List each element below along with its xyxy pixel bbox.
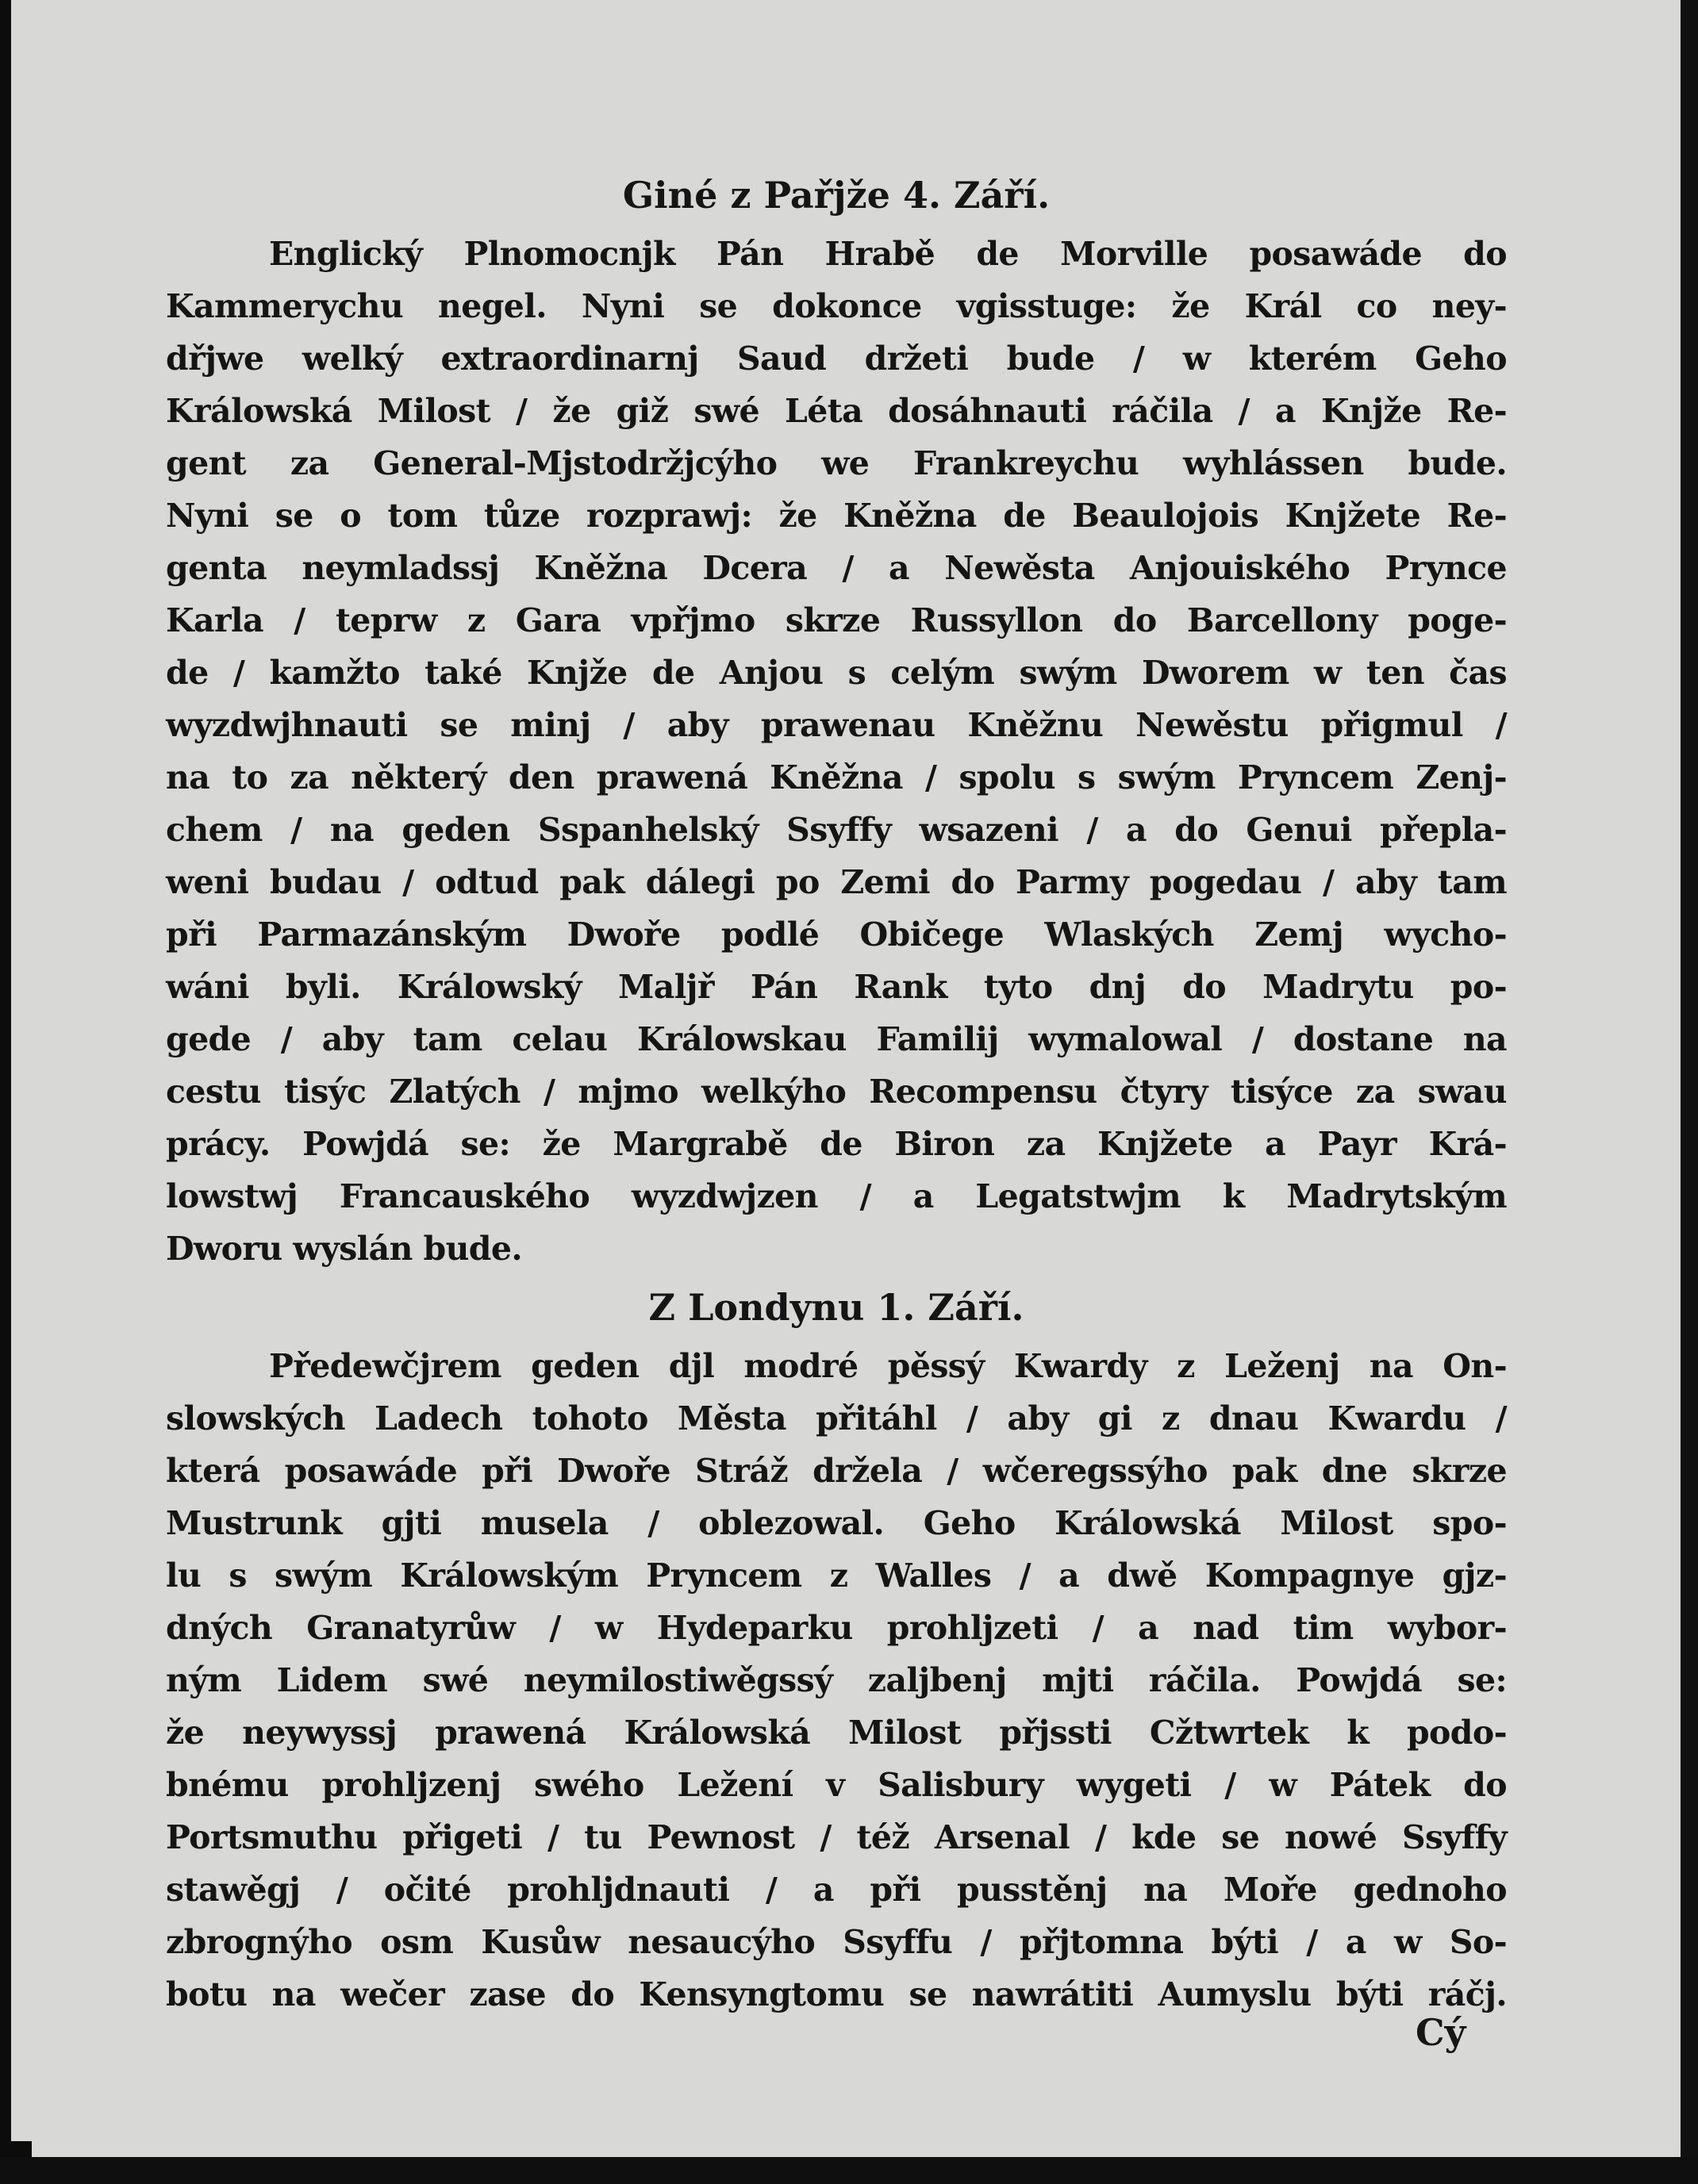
section-heading-london: Z Londynu 1. Září. bbox=[648, 1286, 1024, 1329]
text-line: bnému prohljzenj swého Ležení v Salisbury wygeti / w Pátek do bbox=[166, 1766, 1507, 1804]
text-line: dřjwe welký extraordinarnj Saud držeti bude / w kterém Geho bbox=[166, 340, 1507, 378]
text-line: chem / na geden Sspanhelský Ssyffy wsazeni / a do Genui přepla- bbox=[166, 811, 1507, 849]
text-line: stawěgj / očité prohljdnauti / a při pusstěnj na Moře gednoho bbox=[166, 1871, 1507, 1909]
text-line: která posawáde při Dwoře Stráž držela / wčeregssýho pak dne skrze bbox=[166, 1452, 1507, 1490]
text-line: slowských Ladech tohoto Města přitáhl / aby gi z dnau Kwardu / bbox=[166, 1399, 1507, 1437]
text-line: ným Lidem swé neymilostiwěgssý zaljbenj mjti ráčila. Powjdá se: bbox=[166, 1661, 1507, 1699]
text-line: dných Granatyrůw / w Hydeparku prohljzeti / a nad tim wybor- bbox=[166, 1609, 1507, 1647]
text-line: Předewčjrem geden djl modré pěssý Kwardy z Leženj na On- bbox=[269, 1347, 1507, 1385]
scan-right-edge bbox=[1681, 0, 1698, 2184]
text-line: de / kamžto také Knjže de Anjou s celým swým Dworem w ten čas bbox=[166, 654, 1507, 692]
text-line: wáni byli. Králowský Maljř Pán Rank tyto dnj do Madrytu po- bbox=[166, 968, 1507, 1006]
text-line: zbrognýho osm Kusůw nesaucýho Ssyffu / přjtomna býti / a w So- bbox=[166, 1923, 1507, 1961]
document-page bbox=[11, 0, 1681, 2184]
scan-corner-mark bbox=[0, 2141, 32, 2157]
text-line: lowstwj Francauského wyzdwjzen / a Legatstwjm k Madrytským bbox=[166, 1177, 1507, 1215]
text-line: genta neymladssj Kněžna Dcera / a Newěsta Anjouiského Prynce bbox=[166, 549, 1507, 587]
text-line: Dworu wyslán bude. bbox=[166, 1230, 523, 1268]
text-line: Mustrunk gjti musela / oblezowal. Geho Králowská Milost spo- bbox=[166, 1504, 1507, 1542]
text-line: na to za některý den prawená Kněžna / spolu s swým Pryncem Zenj- bbox=[166, 758, 1507, 796]
text-line: botu na wečer zase do Kensyngtomu se nawrátiti Aumyslu býti ráčj. bbox=[166, 1975, 1507, 2013]
catchword: Cý bbox=[1416, 2011, 1466, 2054]
text-line: Nyni se o tom tůze rozprawj: že Kněžna de Beaulojois Knjžete Re- bbox=[166, 497, 1507, 535]
article-body bbox=[166, 163, 1507, 2021]
text-line: prácy. Powjdá se: že Margrabě de Biron za Knjžete a Payr Krá- bbox=[166, 1125, 1507, 1163]
text-line: Králowská Milost / že giž swé Léta dosáhnauti ráčila / a Knjže Re- bbox=[166, 392, 1507, 430]
text-line: Englický Plnomocnjk Pán Hrabě de Morville posawáde do bbox=[269, 235, 1507, 273]
text-line: Karla / teprw z Gara vpřjmo skrze Russyllon do Barcellony poge- bbox=[166, 601, 1507, 639]
text-line: Portsmuthu přigeti / tu Pewnost / též Arsenal / kde se nowé Ssyffy bbox=[166, 1818, 1507, 1856]
scan-bottom-edge bbox=[0, 2157, 1698, 2184]
text-line: wyzdwjhnauti se minj / aby prawenau Kněžnu Newěstu přigmul / bbox=[166, 706, 1507, 744]
text-line: při Parmazánským Dwoře podlé Običege Wlaských Zemj wycho- bbox=[166, 915, 1507, 954]
text-line: gede / aby tam celau Králowskau Familij wymalowal / dostane na bbox=[166, 1020, 1507, 1058]
text-line: Kammerychu negel. Nyni se dokonce vgisstuge: že Král co ney- bbox=[166, 287, 1507, 325]
text-line: weni budau / odtud pak dálegi po Zemi do Parmy pogedau / aby tam bbox=[166, 863, 1507, 901]
text-line: že neywyssj prawená Králowská Milost přjssti Cžtwrtek k podo- bbox=[166, 1714, 1507, 1752]
scan-left-edge bbox=[0, 0, 11, 2184]
section-heading-paris: Giné z Pařjže 4. Září. bbox=[622, 174, 1051, 217]
text-line: lu s swým Králowským Pryncem z Walles / a dwě Kompagnye gjz- bbox=[166, 1556, 1507, 1595]
text-line: gent za General-Mjstodržjcýho we Frankreychu wyhlássen bude. bbox=[166, 444, 1507, 482]
text-line: cestu tisýc Zlatých / mjmo welkýho Recompensu čtyry tisýce za swau bbox=[166, 1073, 1507, 1111]
